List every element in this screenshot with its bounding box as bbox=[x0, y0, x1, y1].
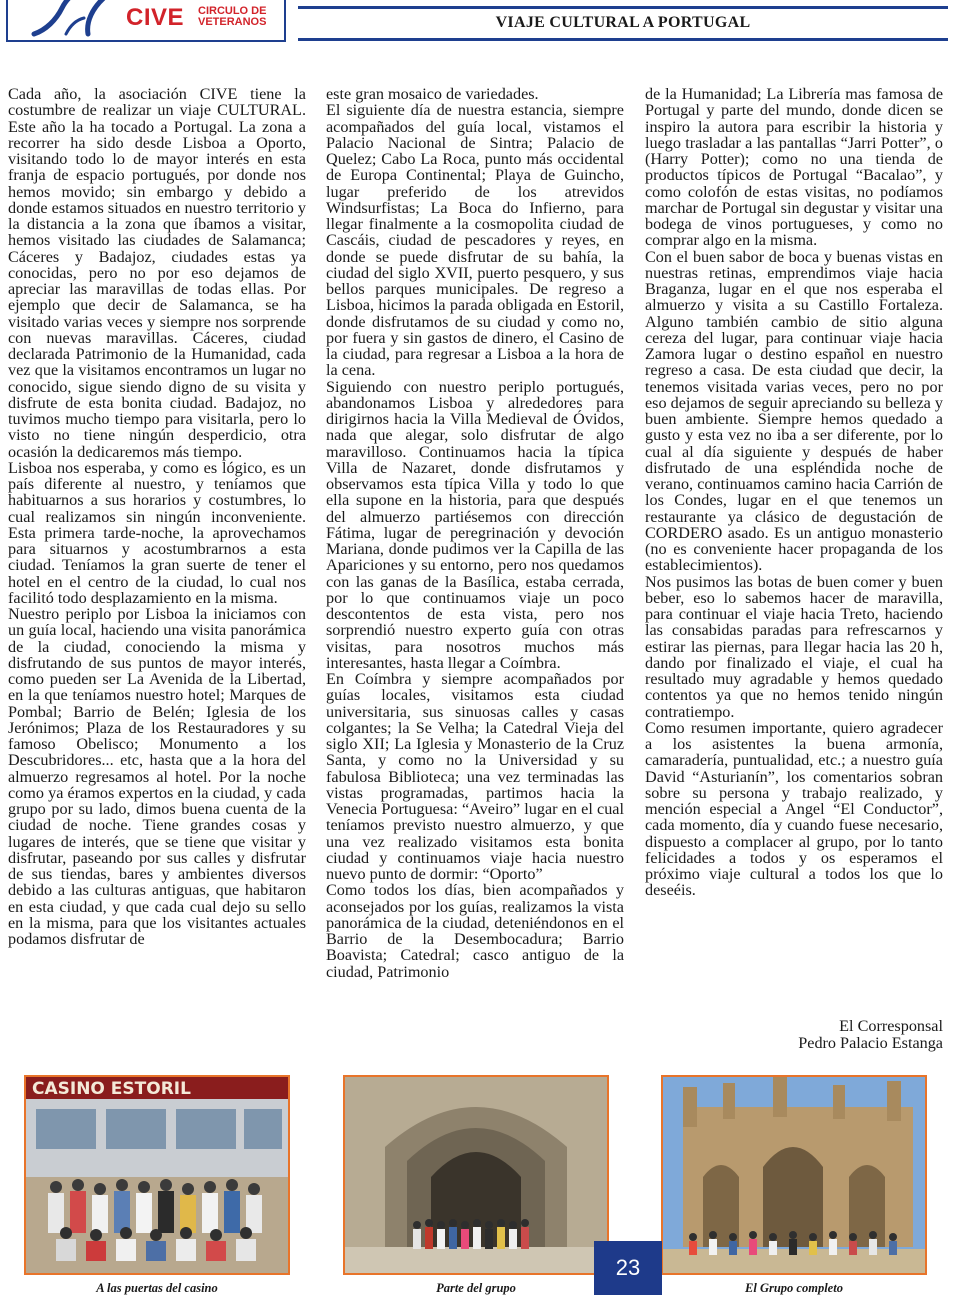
article-signature bbox=[798, 1018, 943, 1051]
paragraph: Con el buen sabor de boca y buenas vistas en nuestras retinas, emprendimos viaje hacia Braganza, lugar en el que nos esperaba el almuerzo y visita a su Castillo Fortaleza. Alguno también cambio de sitio alguna cereza del lugar, para continuar viaje hacia Zamora lugar o destino español en nuestro regreso a casa. De esta ciudad que decir, la tenemos visitada varias veces, pero no por eso dejamos de seguir apreciando su belleza y buen ambiente. Siempre hemos quedado a gusto y esta vez no iba a ser diferente, por lo cual al día siguiente y después de haber disfrutado de una espléndida noche de verano, continuamos camino hacia Carrión de los Condes, lugar en el que tenemos un restaurante ya clásico de degustación de CORDERO asado. Es un antiguo monasterio (no es conveniente hacer propaganda de los establecimientos). bbox=[645, 247, 944, 575]
photo-caption: El Grupo completo bbox=[745, 1281, 843, 1295]
article-column-3 bbox=[645, 86, 943, 899]
paragraph: Nos pusimos las botas de buen comer y buen beber, eso lo sabemos hacer de maravilla, para continuar el viaje hacia Treto, haciendo las consabidas paradas para refrescarnos y estirar las piernas, para llegar hacia las 20 h, dando por finalizado el viaje, el cual ha resultado muy agradable y hemos quedado contentos ya que no hemos tenido ningún contratiempo. bbox=[645, 572, 943, 721]
paragraph: Como resumen importante, quiero agradecer a los asistentes la buena armonía, camaradería, puntualidad, etc.; a nuestro guía David “Asturianín”, los comentarios sobran sobre su persona y trabajo realizado, y mención especial a Angel “El Conductor”, cada momento, día y cuando fuese necesario, dispuesto a complacer al grupo, por lo tanto felicidades a todos y os esperamos el próximo viaje cultural a todos los que lo deseéis. bbox=[645, 718, 943, 900]
casino-sign-text: CASINO ESTORIL bbox=[32, 1079, 191, 1099]
logo-subtitle-line2: VETERANOS bbox=[198, 16, 267, 28]
logo-subtitle bbox=[198, 6, 266, 28]
header-rule-bottom bbox=[298, 38, 948, 41]
signature-author: Pedro Palacio Estanga bbox=[798, 1033, 943, 1052]
page-title: VIAJE CULTURAL A PORTUGAL bbox=[495, 14, 751, 31]
header-rule-top bbox=[298, 6, 948, 9]
paragraph: este gran mosaico de variedades. bbox=[326, 85, 539, 103]
photo-full-group bbox=[661, 1075, 927, 1275]
logo-cive-text: CIVE bbox=[126, 4, 185, 31]
paragraph: Siguiendo con nuestro periplo portugués, abandonamos Lisboa y alrededores para dirigirnos hacia la Villa Medieval de Óvidos, nada que alegar, solo disfrutar de algo maravilloso. Continuamos hacia la típica Villa de Nazaret, donde disfrutamos y observamos esta típica Villa y todo lo que ella supone en la historia, para que después del almuerzo partiésemos con dirección Fátima, lugar de peregrinación y devoción Mariana, donde pudimos ver la Capilla de las Apariciones y su entorno, pero nos quedamos con las ganas de la Basílica, estaba cerrada, por lo que continuamos viaje un poco descontentos de esta vista, pero nos sorprendió nuestro experto guía con otras visitas, para nosotros muchos más interesantes, hasta llegar a Coímbra. bbox=[326, 377, 624, 672]
logo-subtitle-line1: CIRCULO DE bbox=[198, 5, 267, 17]
logo-swirl-icon bbox=[26, 0, 116, 38]
paragraph: de la Humanidad; La Librería mas famosa de Portugal y parte del mundo, donde dicen se inspiro la autora para escribir la historia y luego trasladar a las pantallas “Jarri Potter”, o (Harry Potter); como no una tienda de productos típicos de Portugal “Bacalao”, y como colofón de estas visitas, no podíamos marchar de Portugal sin degustar y visitar una bodega de vinos portugueses, y como no comprar algo en la misma. bbox=[645, 85, 943, 250]
signature-role: El Corresponsal bbox=[839, 1017, 943, 1035]
photo-caption: Parte del grupo bbox=[436, 1281, 516, 1295]
paragraph: Cada año, la asociación CIVE tiene la costumbre de realizar un viaje CULTURAL. Este año la ha tocado a Portugal. La zona a recorrer ha sido desde Lisboa a Oporto, visitando todo lo de mayor interés en esta franja de espacio portugués, por donde nos hemos movido; sin embargo y debido a donde estamos situados en nuestro territorio y la distancia a la zona que íbamos a visitar, hemos visitado las ciudades de Salamanca; Cáceres y Badajoz, ciudades estas ya conocidas, pero no por eso dejamos de apreciar las maravillas de todas ellas. Por ejemplo que decir de Salamanca, se ha visitado varias veces y siempre nos sorprende con nuevas maravillas. Cáceres, ciudad declarada Patrimonio de la Humanidad, cada vez que la visitamos encontramos un lugar no conocido, sigue siendo digno de su visita y disfrute de esta bonita ciudad. Badajoz, no tuvimos mucho tiempo para visitarla, pero lo visto no tiene ningún desperdicio, otra ocasión la dedicaremos más tiempo. bbox=[8, 85, 306, 461]
article-column-2 bbox=[326, 86, 624, 980]
photo-group-portal bbox=[343, 1075, 609, 1275]
paragraph: Como todos los días, bien acompañados y aconsejados por los guías, realizamos la vista panorámica de la ciudad, deteniéndonos en el Barrio de la Desembocadura; Barrio Boavista; Catedral; casco antiguo de la ciudad, Patrimonio bbox=[326, 881, 624, 981]
paragraph: En Coímbra y siempre acompañados por guías locales, visitamos esta ciudad universitaria, sus sinuosas calles y casas colgantes; la Se Velha; la Catedral Vieja del siglo XII; La Iglesia y Monasterio de la Cruz Santa, y como no la Universidad y su fabulosa Biblioteca; una vez terminadas las vistas programadas, partimos hacia la Venecia Portuguesa: “Aveiro” lugar en el cual teníamos previsto nuestro almuerzo, y que una vez realizado visitamos esta bonita ciudad y continuamos viaje hacia nuestro nuevo punto de dormir: “Oporto” bbox=[326, 670, 624, 883]
page-number-badge: 23 bbox=[594, 1241, 662, 1295]
photo-caption: A las puertas del casino bbox=[96, 1281, 218, 1295]
paragraph: Nuestro periplo por Lisboa la iniciamos con un guía local, haciendo una visita panorámica de la ciudad, conociendo la misma y disfrutando de sus puntos de mayor interés, como pueden ser La Avenida de la Libertad, en la que teníamos nuestro hotel; Marques de Pombal; Barrio de Belén; Iglesia de los Jerónimos; Plaza de los Restauradores y su famoso Obelisco; Monumento a los Descubridores... etc, hasta que a la hora del almuerzo regresamos al hotel. Por la noche como ya éramos expertos en la ciudad, y cada grupo por su lado, dimos buena cuenta de la ciudad de noche. Tiene grandes cosas y lugares de interés, que se tiene que visitar y disfrutar, paseando por sus calles y disfrutar de sus tiendas, bares y ambientes diversos debido a las culturas antiguas, que habitaron en esta ciudad, y que cada cual dejo su sello en la misma, para que los visitantes actuales podamos disfrutar de bbox=[8, 605, 306, 948]
monastery-photo-illustration bbox=[663, 1077, 925, 1273]
photo-casino-group bbox=[24, 1075, 290, 1275]
portal-photo-illustration bbox=[345, 1077, 607, 1273]
paragraph: El siguiente día de nuestra estancia, siempre acompañados del guía local, vistamos el Palacio Nacional de Sintra; Palacio de Quelez; Cabo La Roca, punto más occidental de Europa Continental; Playa de Guincho, lugar preferido de los atrevidos Windsurfistas; La Boca do Infierno, para llegar finalmente a la cosmopolita ciudad de Cascáis, ciudad de pescadores y reyes, en donde se puede disfrutar de su bahía, la ciudad del siglo XVII, puerto pesquero, y sus bellos parques municipales. De regreso a Lisboa, hicimos la parada obligada en Estoril, donde disfrutamos de su ciudad y como no, por fuera y sin gastos de dinero, el Casino de la ciudad, para regresar a Lisboa a la hora de la cena. bbox=[326, 101, 624, 380]
paragraph: Lisboa nos esperaba, y como es lógico, es un país diferente al nuestro, y teníamos que habituarnos a sus horarios y costumbres, lo cual realizamos sin ningún inconveniente. Esta primera tarde-noche, la aprovechamos para situarnos y acostumbrarnos a esta ciudad. Teníamos la gran suerte de tener el hotel en el centro de la ciudad, lo cual nos facilitó todo desplazamiento en la misma. bbox=[8, 458, 306, 607]
casino-photo-illustration bbox=[26, 1077, 288, 1273]
cive-logo bbox=[6, 0, 286, 42]
article-column-1 bbox=[8, 86, 306, 947]
page-header bbox=[0, 0, 963, 50]
